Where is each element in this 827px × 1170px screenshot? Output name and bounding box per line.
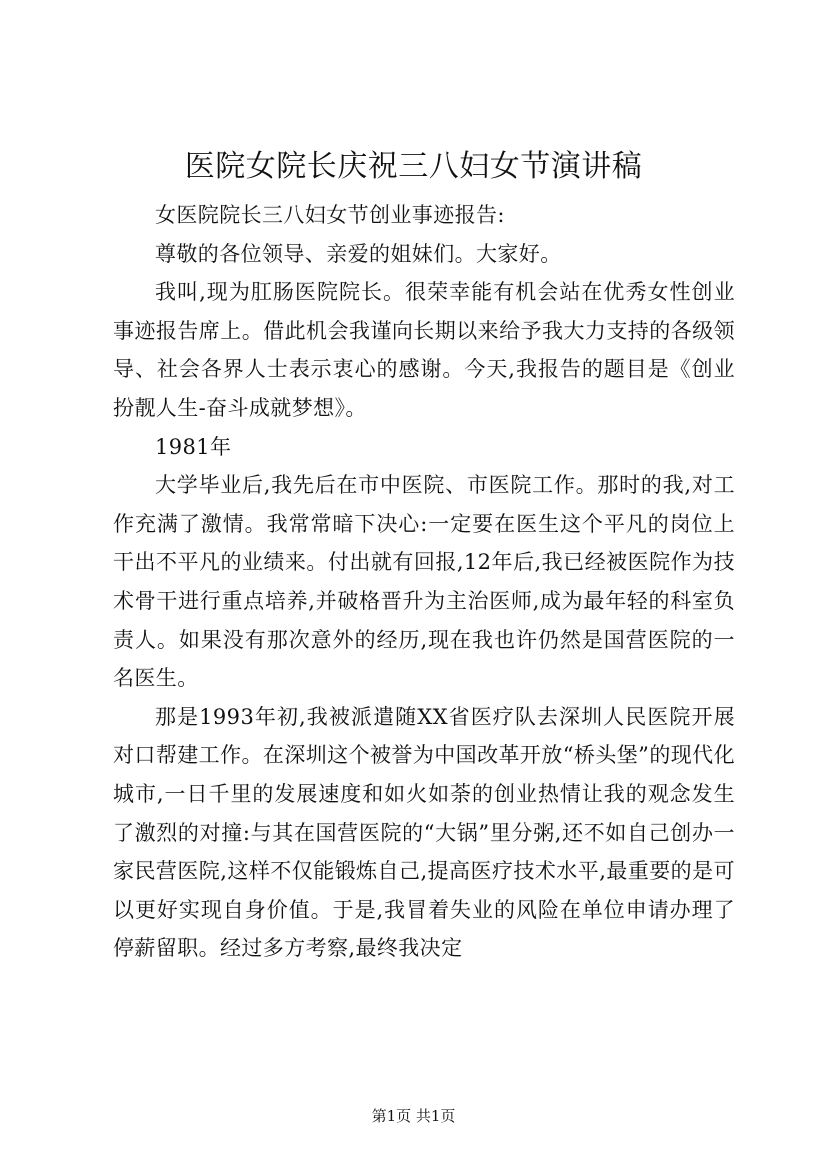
paragraph-early-career: 大学毕业后,我先后在市中医院、市医院工作。那时的我,对工作充满了激情。我常常暗下决心:一定要在医生这个平凡的岗位上干出不平凡的业绩来。付出就有回报,12年后,我已经被医院作为技术骨干进行重点培养,并破格晋升为主治医师,成为最年轻的科室负责人。如果没有那次意外的经历,现在我也许仍然是国营医院的一名医生。 [113, 473, 735, 691]
paragraph-year: 1981年 [155, 434, 232, 459]
paragraph-shenzhen: 那是1993年初,我被派遣随XX省医疗队去深圳人民医院开展对口帮建工作。在深圳这个被誉为中国改革开放“桥头堡”的现代化城市,一日千里的发展速度和如火如荼的创业热情让我的观念发生了激烈的对撞:与其在国营医院的“大锅”里分粥,还不如自己创办一家民营医院,这样不仅能锻炼自己,提高医疗技术水平,最重要的是可以更好实现自身价值。于是,我冒着失业的风险在单位申请办理了停薪留职。经过多方考察,最终我决定 [113, 704, 735, 961]
page-footer: 第1页 共1页 [371, 1107, 456, 1125]
document-body [113, 196, 735, 968]
document-title: 医院女院长庆祝三八妇女节演讲稿 [184, 149, 643, 184]
paragraph-greeting: 尊敬的各位领导、亲爱的姐妹们。大家好。 [155, 241, 562, 266]
paragraph-introduction: 我叫,现为肛肠医院院长。很荣幸能有机会站在优秀女性创业事迹报告席上。借此机会我谨向长期以来给予我大力支持的各级领导、社会各界人士表示衷心的感谢。今天,我报告的题目是《创业扮靓人生-奋斗成就梦想》。 [113, 280, 735, 420]
paragraph-report-heading: 女医院院长三八妇女节创业事迹报告: [155, 203, 505, 227]
